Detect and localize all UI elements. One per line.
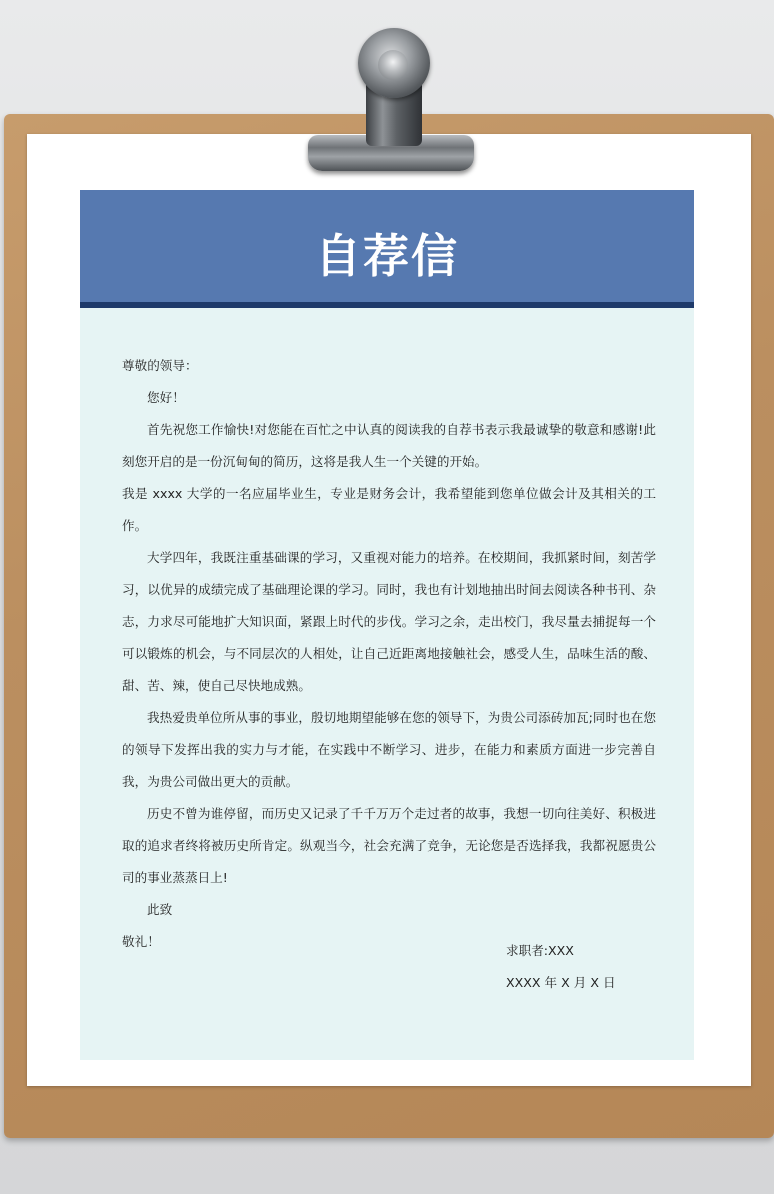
greeting: 您好！ — [147, 390, 185, 405]
signature-block — [506, 935, 616, 999]
binder-clip-hole — [378, 50, 408, 80]
paragraph-self: 我是 xxxx 大学的一名应届毕业生，专业是财务会计，我希望能到您单位做会计及其相关的工作。 — [122, 486, 656, 533]
paragraph-history: 历史不曾为谁停留，而历史又记录了千千万万个走过者的故事，我想一切向往美好、积极进取的追求者终将被历史所肯定。纵观当今，社会充满了竞争，无论您是否选择我，我都祝愿贵公司的事业蒸蒸日上! — [122, 806, 656, 885]
title-banner — [80, 190, 694, 308]
letter-date: XXXX 年 X 月 X 日 — [506, 975, 616, 990]
paragraph-study: 大学四年，我既注重基础课的学习，又重视对能力的培养。在校期间，我抓紧时间，刻苦学习，以优异的成绩完成了基础理论课的学习。同时，我也有计划地抽出时间去阅读各种书刊、杂志，力求尽可能地扩大知识面，紧跟上时代的步伐。学习之余，走出校门，我尽量去捕捉每一个可以锻炼的机会，与不同层次的人相处，让自己近距离地接触社会，感受人生，品味生活的酸、甜、苦、辣，使自己尽快地成熟。 — [122, 550, 656, 693]
letter-title: 自荐信 — [315, 229, 459, 283]
closing: 此致 — [147, 902, 173, 917]
cover-letter — [80, 190, 694, 1060]
salutation: 尊敬的领导： — [122, 358, 198, 373]
paragraph-intro: 首先祝您工作愉快!对您能在百忙之中认真的阅读我的自荐书表示我最诚挚的敬意和感谢!此刻您开启的是一份沉甸甸的简历，这将是我人生一个关键的开始。 — [122, 422, 656, 469]
letter-body — [122, 350, 656, 958]
regards: 敬礼！ — [122, 934, 160, 949]
signer-name: 求职者:XXX — [506, 943, 574, 958]
paragraph-career: 我热爱贵单位所从事的事业，殷切地期望能够在您的领导下，为贵公司添砖加瓦;同时也在您的领导下发挥出我的实力与才能，在实践中不断学习、进步，在能力和素质方面进一步完善自我，为贵公司做出更大的贡献。 — [122, 710, 656, 789]
